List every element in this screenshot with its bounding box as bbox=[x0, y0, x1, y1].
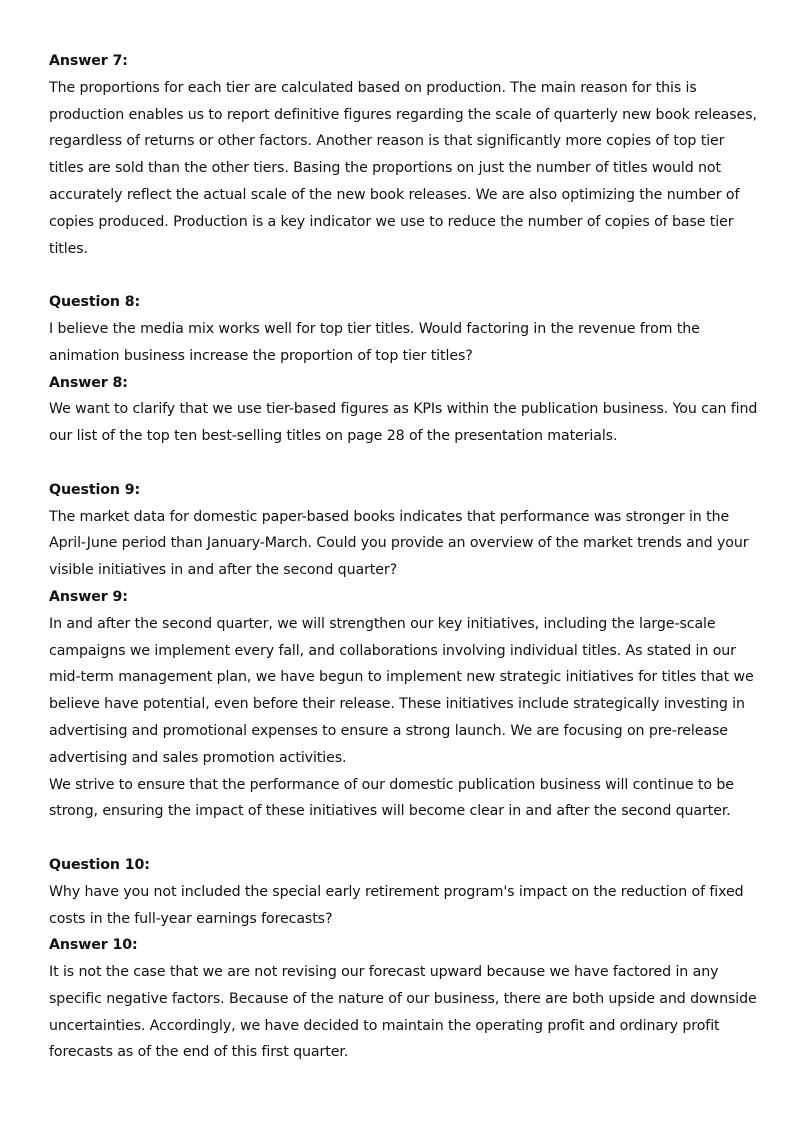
question-text: The market data for domestic paper-based books indicates that performance was stronger in the April-June period than January-March. Could you provide an overview of the market trends and your visible initiatives in and after the second quarter? bbox=[49, 508, 749, 579]
question-text: I believe the media mix works well for top tier titles. Would factoring in the revenue from the animation business increase the proportion of top tier titles? bbox=[49, 320, 700, 364]
document-page bbox=[49, 48, 761, 1093]
answer-label: Answer 10: bbox=[49, 937, 138, 954]
answer-label: Answer 8: bbox=[49, 374, 128, 391]
answer-paragraph: We strive to ensure that the performance of our domestic publication business will continue to be strong, ensuring the impact of these initiatives will become clear in and after the second quarter. bbox=[49, 776, 734, 820]
question-label: Question 8: bbox=[49, 294, 141, 311]
question-label: Question 10: bbox=[49, 856, 150, 873]
qa-section-10 bbox=[49, 852, 761, 1066]
qa-section-8 bbox=[49, 289, 761, 450]
answer-paragraph: We want to clarify that we use tier-based figures as KPIs within the publication business. You can find our list of the top ten best-selling titles on page 28 of the presentation materials. bbox=[49, 401, 758, 445]
answer-label: Answer 7: bbox=[49, 53, 128, 69]
answer-paragraph: The proportions for each tier are calculated based on production. The main reason for this is production enables us to report definitive figures regarding the scale of quarterly new book releases, regardless of returns or other factors. Another reason is that significantly more copies of top tier titles are sold than the other tiers. Basing the proportions on just the number of titles would not accurately reflect the actual scale of the new book releases. We are also optimizing the number of copies produced. Production is a key indicator we use to reduce the number of copies of base tier titles. bbox=[49, 79, 757, 257]
question-text: Why have you not included the special early retirement program's impact on the reduction of fixed costs in the full-year earnings forecasts? bbox=[49, 883, 744, 927]
question-label: Question 9: bbox=[49, 481, 141, 498]
qa-section-9 bbox=[49, 477, 761, 825]
answer-label: Answer 9: bbox=[49, 588, 128, 605]
answer-paragraph: It is not the case that we are not revising our forecast upward because we have factored in any specific negative factors. Because of the nature of our business, there are both upside and downside uncertainties. Accordingly, we have decided to maintain the operating profit and ordinary profit forecasts as of the end of this first quarter. bbox=[49, 964, 757, 1061]
qa-section-7 bbox=[49, 48, 761, 262]
answer-paragraph: In and after the second quarter, we will strengthen our key initiatives, including the large-scale campaigns we implement every fall, and collaborations involving individual titles. As stated in our mid-term management plan, we have begun to implement new strategic initiatives for titles that we believe have potential, even before their release. These initiatives include strategically investing in advertising and promotional expenses to ensure a strong launch. We are focusing on pre-release advertising and sales promotion activities. bbox=[49, 615, 754, 766]
